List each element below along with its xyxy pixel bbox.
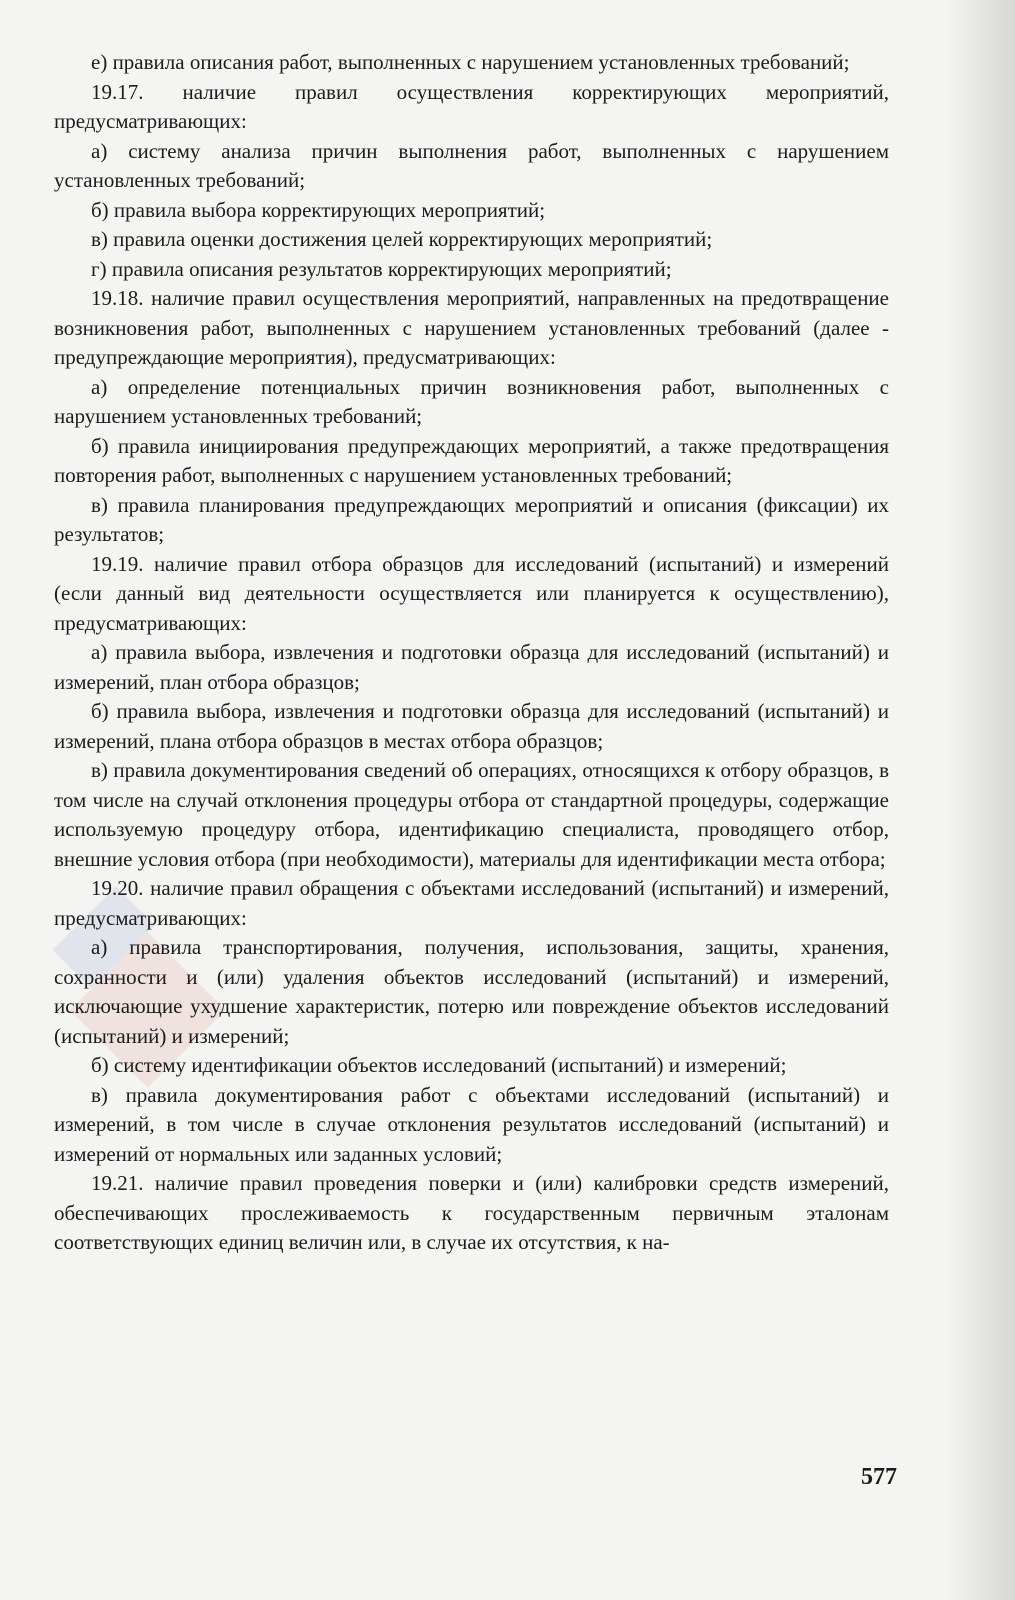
paragraph: б) правила выбора, извлечения и подготовки образца для исследований (испытаний) и измерений, плана отбора образцов в местах отбора образцов;	[54, 699, 889, 753]
paragraph: 19.19. наличие правил отбора образцов для исследований (испытаний) и измерений (если данный вид деятельности осуществляется или планируется к осуществлению), предусматривающих:	[54, 551, 889, 635]
paragraph: б) систему идентификации объектов исследований (испытаний) и измерений;	[91, 1053, 787, 1077]
paragraph: в) правила документирования работ с объектами исследований (испытаний) и измерений, в том числе в случае отклонения результатов исследований (испытаний) и измерений от нормальных или заданных условий;	[54, 1082, 889, 1166]
paragraph: в) правила документирования сведений об операциях, относящихся к отбору образцов, в том числе на случай отклонения процедуры отбора от стандартной процедуры, содержащие используемую процедуру отбора, идентификацию специалиста, проводящего отбор, внешние условия отбора (при необходимости), материалы для идентификации места отбора;	[54, 758, 889, 871]
page-number: 577	[861, 1464, 897, 1490]
paragraph: б) правила выбора корректирующих мероприятий;	[91, 197, 546, 222]
paragraph: а) определение потенциальных причин возникновения работ, выполненных с нарушением установленных требований;	[54, 374, 889, 428]
paragraph: 19.17. наличие правил осуществления корректирующих мероприятий, предусматривающих:	[54, 79, 889, 133]
paragraph: е) правила описания работ, выполненных с нарушением установленных требований;	[91, 50, 850, 74]
paragraph: а) правила транспортирования, получения, использования, защиты, хранения, сохранности и (или) удаления объектов исследований (испытаний) и измерений, исключающие ухудшение характеристик, потерю или повреждение объектов исследований (испытаний) и измерений;	[54, 935, 889, 1048]
paragraph: в) правила планирования предупреждающих мероприятий и описания (фиксации) их результатов;	[54, 492, 889, 546]
paragraph: 19.20. наличие правил обращения с объектами исследований (испытаний) и измерений, предусматривающих:	[54, 876, 889, 930]
paragraph: а) систему анализа причин выполнения работ, выполненных с нарушением установленных требований;	[54, 138, 889, 192]
paragraph: г) правила описания результатов корректирующих мероприятий;	[91, 256, 672, 281]
document-body	[54, 48, 889, 1258]
paragraph: 19.18. наличие правил осуществления мероприятий, направленных на предотвращение возникновения работ, выполненных с нарушением установленных требований (далее - предупреждающие мероприятия), предусматривающих:	[54, 286, 889, 369]
paragraph: в) правила оценки достижения целей корректирующих мероприятий;	[91, 227, 713, 251]
page-edge-shadow	[945, 0, 1015, 1600]
paragraph: а) правила выбора, извлечения и подготовки образца для исследований (испытаний) и измерений, план отбора образцов;	[54, 640, 889, 694]
paragraph: б) правила инициирования предупреждающих мероприятий, а также предотвращения повторения работ, выполненных с нарушением установленных требований;	[54, 433, 889, 487]
paragraph: 19.21. наличие правил проведения поверки и (или) калибровки средств измерений, обеспечивающих прослеживаемость к государственным первичным эталонам соответствующих единиц величин или, в случае их отсутствия, к на-	[54, 1171, 889, 1254]
